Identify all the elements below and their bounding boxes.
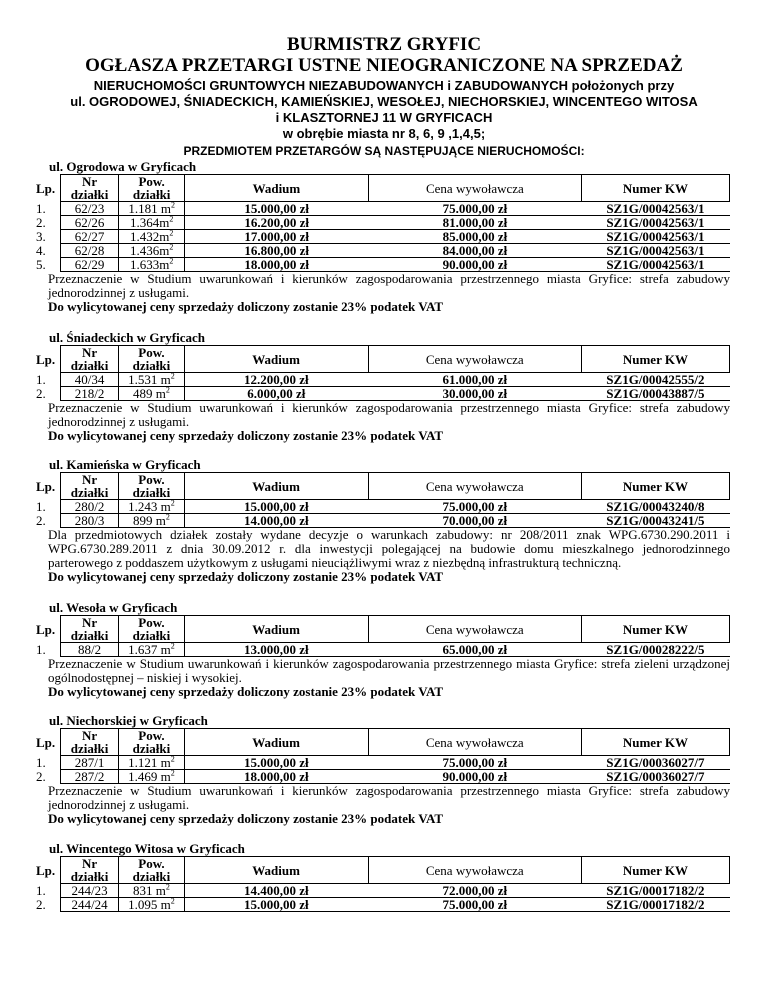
parcel-table (34, 615, 730, 657)
col-nr-bottom: działki (60, 359, 119, 373)
row-wadium: 18.000,00 zł (184, 258, 368, 272)
col-pow-top: Pow. (119, 616, 184, 630)
row-nr: 280/3 (60, 514, 119, 528)
section-title: ul. Śniadeckich w Gryficach (49, 330, 206, 345)
vat-note: Do wylicytowanej ceny sprzedaży doliczony zostanie 23% podatek VAT (48, 811, 444, 826)
row-wadium: 14.400,00 zł (184, 884, 368, 898)
vat-note: Do wylicytowanej ceny sprzedaży doliczony zostanie 23% podatek VAT (48, 428, 444, 443)
table-row (34, 244, 730, 258)
row-nr: 287/2 (60, 770, 119, 784)
col-nr-top: Nr (60, 473, 119, 487)
col-kw: Numer KW (581, 346, 729, 373)
section-title: ul. Wincentego Witosa w Gryficach (49, 841, 245, 856)
row-wadium: 16.800,00 zł (184, 244, 368, 258)
table-row (34, 500, 730, 514)
row-kw: SZ1G/00043240/8 (581, 500, 729, 514)
row-wadium: 18.000,00 zł (184, 770, 368, 784)
col-nr-bottom: działki (60, 870, 119, 884)
header-line-1: BURMISTRZ GRYFIC (286, 34, 482, 55)
col-pow-top: Pow. (119, 175, 185, 189)
row-pow: 1.531 $m^2$ (119, 373, 184, 387)
row-kw: SZ1G/00017182/2 (581, 884, 729, 898)
table-row (34, 258, 730, 272)
row-lp: 2. (36, 513, 46, 528)
row-nr: 287/1 (60, 756, 119, 770)
col-kw: Numer KW (581, 473, 729, 500)
col-wadium: Wadium (184, 729, 368, 756)
row-kw: SZ1G/00043887/5 (581, 387, 729, 401)
row-kw: SZ1G/00042555/2 (581, 373, 729, 387)
row-wadium: 17.000,00 zł (184, 230, 368, 244)
row-pow: 1.637 $m^2$ (119, 643, 184, 657)
col-wadium: Wadium (184, 857, 368, 884)
col-nr-bottom: działki (60, 742, 119, 756)
row-kw: SZ1G/00043241/5 (581, 514, 729, 528)
row-kw: SZ1G/00017182/2 (581, 898, 729, 912)
row-lp: 2. (36, 897, 46, 912)
section-kamienska (34, 458, 730, 584)
row-nr: 62/23 (60, 202, 119, 216)
col-pow-bottom: działki (119, 629, 184, 643)
vat-note: Do wylicytowanej ceny sprzedaży doliczony zostanie 23% podatek VAT (48, 299, 444, 314)
col-lp: Lp. (36, 621, 56, 637)
col-nr-top: Nr (60, 857, 119, 871)
row-pow: 489 $m^2$ (119, 387, 184, 401)
row-wadium: 12.200,00 zł (184, 373, 368, 387)
row-cena: 30.000,00 zł (368, 387, 581, 401)
table-header-row (34, 346, 730, 360)
col-kw: Numer KW (581, 729, 729, 756)
table-row (34, 387, 730, 401)
row-pow: 1.095 $m^2$ (119, 898, 184, 912)
row-pow: 1.243 $m^2$ (119, 500, 184, 514)
table-header-row (34, 616, 730, 630)
col-wadium: Wadium (184, 616, 368, 643)
col-cena: Cena wywoławcza (368, 346, 581, 373)
row-cena: 75.000,00 zł (368, 756, 581, 770)
col-nr-top: Nr (60, 616, 119, 630)
table-row (34, 373, 730, 387)
table-row (34, 756, 730, 770)
col-cena: Cena wywoławcza (368, 729, 581, 756)
row-kw: SZ1G/00036027/7 (581, 756, 729, 770)
col-cena: Cena wywoławcza (368, 857, 581, 884)
row-wadium: 14.000,00 zł (184, 514, 368, 528)
row-pow: 899 $m^2$ (119, 514, 184, 528)
col-cena: Cena wywoławcza (368, 175, 581, 202)
row-cena: 90.000,00 zł (368, 770, 581, 784)
parcel-table (34, 345, 730, 401)
row-wadium: 15.000,00 zł (184, 202, 368, 216)
section-title: ul. Kamieńska w Gryficach (49, 457, 201, 472)
row-kw: SZ1G/00042563/1 (581, 244, 729, 258)
parcel-table (34, 728, 730, 784)
col-pow-bottom: działki (119, 188, 185, 202)
header-line-2: OGŁASZA PRZETARGI USTNE NIEOGRANICZONE NA SPRZEDAŻ (85, 55, 683, 76)
row-nr: 218/2 (60, 387, 119, 401)
row-lp: 2. (36, 215, 46, 230)
col-kw: Numer KW (581, 175, 729, 202)
table-row (34, 643, 730, 657)
parcel-table (34, 174, 730, 272)
col-kw: Numer KW (581, 857, 729, 884)
row-nr: 280/2 (60, 500, 119, 514)
row-lp: 3. (36, 229, 46, 244)
section-wesola (34, 601, 730, 699)
header-line-4: ul. OGRODOWEJ, ŚNIADECKICH, KAMIEŃSKIEJ, WESOŁEJ, NIECHORSKIEJ, WINCENTEGO WITOSA (70, 94, 698, 109)
col-pow-top: Pow. (119, 346, 184, 360)
row-lp: 1. (36, 755, 46, 770)
col-wadium: Wadium (184, 175, 368, 202)
header-line-7: PRZEDMIOTEM PRZETARGÓW SĄ NASTĘPUJĄCE NIERUCHOMOŚCI: (183, 144, 585, 158)
col-nr-bottom: działki (60, 188, 119, 202)
table-row (34, 230, 730, 244)
row-nr: 244/23 (60, 884, 119, 898)
section-title: ul. Niechorskiej w Gryficach (49, 713, 208, 728)
col-nr-top: Nr (60, 346, 119, 360)
col-lp: Lp. (36, 351, 56, 367)
row-lp: 1. (36, 499, 46, 514)
announcement-header (0, 34, 768, 159)
row-pow: $1.432m^2$ (119, 230, 185, 244)
row-nr: 88/2 (60, 643, 119, 657)
section-title: ul. Wesoła w Gryficach (49, 600, 178, 615)
col-nr-top: Nr (60, 175, 119, 189)
row-nr: 62/27 (60, 230, 119, 244)
col-lp: Lp. (36, 180, 56, 196)
row-cena: 65.000,00 zł (368, 643, 581, 657)
row-cena: 81.000,00 zł (368, 216, 581, 230)
vat-note: Do wylicytowanej ceny sprzedaży doliczony zostanie 23% podatek VAT (48, 684, 444, 699)
col-nr-bottom: działki (60, 486, 119, 500)
table-row (34, 202, 730, 216)
col-wadium: Wadium (184, 346, 368, 373)
col-cena: Cena wywoławcza (368, 616, 581, 643)
row-lp: 5. (36, 257, 46, 272)
section-witosa (34, 842, 730, 912)
row-kw: SZ1G/00042563/1 (581, 216, 729, 230)
col-kw: Numer KW (581, 616, 729, 643)
row-nr: 62/28 (60, 244, 119, 258)
row-lp: 2. (36, 386, 46, 401)
row-nr: 40/34 (60, 373, 119, 387)
row-lp: 1. (36, 201, 46, 216)
section-note: Przeznaczenie w Studium uwarunkowań i kierunków zagospodarowania przestrzennego miasta Gryfice: strefa zabudowy jednorodzinnej z usługami. (48, 783, 730, 812)
row-pow: 831 $m^2$ (119, 884, 184, 898)
row-lp: 1. (36, 642, 46, 657)
row-kw: SZ1G/00042563/1 (581, 258, 729, 272)
row-cena: 70.000,00 zł (368, 514, 581, 528)
parcel-table (34, 472, 730, 528)
col-nr-top: Nr (60, 729, 119, 743)
row-kw: SZ1G/00042563/1 (581, 230, 729, 244)
col-wadium: Wadium (184, 473, 368, 500)
row-cena: 85.000,00 zł (368, 230, 581, 244)
header-line-5: i KLASZTORNEJ 11 W GRYFICACH (275, 110, 493, 125)
section-note: Dla przedmiotowych działek zostały wydane decyzje o warunkach zabudowy: nr 208/2011 znak WPG.6730.290.2011 i WPG.6730.289.2011 z dnia 30.09.2012 r. dla inwestycji polegającej na budowie domu mieszkalnego jednorodzinnego parterowego z poddaszem użytkowym z usługami nieuciążliwymi wraz z niezbędną infrastrukturą techniczną. (48, 527, 730, 570)
row-cena: 61.000,00 zł (368, 373, 581, 387)
section-note: Przeznaczenie w Studium uwarunkowań i kierunków zagospodarowania przestrzennego miasta Gryfice: strefa zabudowy jednorodzinnej z usługami. (48, 271, 730, 300)
table-row (34, 216, 730, 230)
row-kw: SZ1G/00028222/5 (581, 643, 729, 657)
col-nr-bottom: działki (60, 629, 119, 643)
col-pow-bottom: działki (119, 742, 184, 756)
row-pow: 1.469 $m^2$ (119, 770, 184, 784)
section-ogrodowa (34, 160, 730, 314)
col-pow-top: Pow. (119, 473, 184, 487)
table-header-row (34, 729, 730, 743)
row-pow: $1.436m^2$ (119, 244, 185, 258)
row-wadium: 6.000,00 zł (184, 387, 368, 401)
table-row (34, 884, 730, 898)
header-line-3: NIERUCHOMOŚCI GRUNTOWYCH NIEZABUDOWANYCH i ZABUDOWANYCH położonych przy (93, 78, 675, 93)
section-sniadeckich (34, 331, 730, 443)
header-line-6: w obrębie miasta nr 8, 6, 9 ,1,4,5; (282, 126, 486, 141)
table-row (34, 514, 730, 528)
section-note: Przeznaczenie w Studium uwarunkowań i kierunków zagospodarowania przestrzennego miasta Gryfice: strefa zabudowy jednorodzinnej z usługami. (48, 400, 730, 429)
row-nr: 62/26 (60, 216, 119, 230)
row-cena: 75.000,00 zł (368, 202, 581, 216)
table-header-row (34, 857, 730, 871)
row-wadium: 13.000,00 zł (184, 643, 368, 657)
row-kw: SZ1G/00036027/7 (581, 770, 729, 784)
row-pow: 1.121 $m^2$ (119, 756, 184, 770)
row-lp: 2. (36, 769, 46, 784)
row-pow: $1.633m^2$ (119, 258, 185, 272)
col-pow-top: Pow. (119, 857, 184, 871)
table-row (34, 770, 730, 784)
section-niechorskiej (34, 714, 730, 826)
section-title: ul. Ogrodowa w Gryficach (49, 159, 197, 174)
row-wadium: 15.000,00 zł (184, 500, 368, 514)
col-lp: Lp. (36, 734, 56, 750)
row-cena: 75.000,00 zł (368, 500, 581, 514)
vat-note: Do wylicytowanej ceny sprzedaży doliczony zostanie 23% podatek VAT (48, 569, 444, 584)
row-cena: 90.000,00 zł (368, 258, 581, 272)
row-lp: 1. (36, 883, 46, 898)
row-lp: 4. (36, 243, 46, 258)
row-wadium: 15.000,00 zł (184, 756, 368, 770)
section-note: Przeznaczenie w Studium uwarunkowań i kierunków zagospodarowania przestrzennego miasta Gryfice: strefa zieleni urządzonej ogólnodostępnej – niskiej i wysokiej. (48, 656, 730, 685)
col-pow-top: Pow. (119, 729, 184, 743)
col-pow-bottom: działki (119, 870, 184, 884)
col-pow-bottom: działki (119, 486, 184, 500)
col-lp: Lp. (36, 478, 56, 494)
row-kw: SZ1G/00042563/1 (581, 202, 729, 216)
row-pow: $1.364m^2$ (119, 216, 185, 230)
row-lp: 1. (36, 372, 46, 387)
row-wadium: 16.200,00 zł (184, 216, 368, 230)
col-lp: Lp. (36, 862, 56, 878)
row-cena: 84.000,00 zł (368, 244, 581, 258)
table-row (34, 898, 730, 912)
col-cena: Cena wywoławcza (368, 473, 581, 500)
row-pow: 1.181 $m^2$ (119, 202, 185, 216)
table-header-row (34, 175, 730, 189)
row-nr: 62/29 (60, 258, 119, 272)
row-cena: 75.000,00 zł (368, 898, 581, 912)
parcel-table (34, 856, 730, 912)
row-cena: 72.000,00 zł (368, 884, 581, 898)
table-header-row (34, 473, 730, 487)
row-nr: 244/24 (60, 898, 119, 912)
col-pow-bottom: działki (119, 359, 184, 373)
row-wadium: 15.000,00 zł (184, 898, 368, 912)
